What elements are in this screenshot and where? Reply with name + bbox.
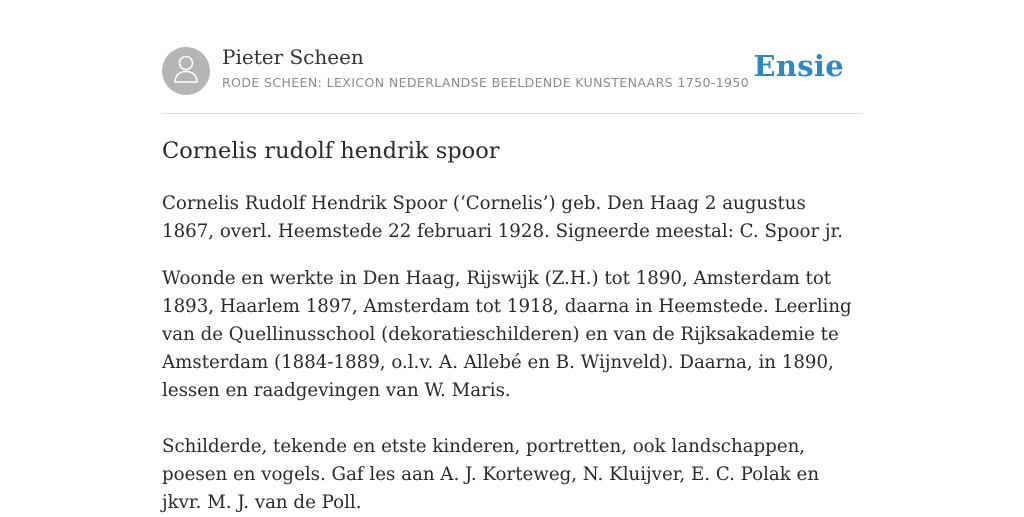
paragraph-biography: Cornelis Rudolf Hendrik Spoor (‘Cornelis’) geb. Den Haag 2 augustus 1867, overl. Heemstede 22 februari 1928. Signeerde meestal: C. Spoor jr. <box>162 193 844 242</box>
article-container <box>162 0 862 513</box>
source-title[interactable]: RODE SCHEEN: LEXICON NEDERLANDSE BEELDENDE KUNSTENAARS 1750-1950 <box>222 75 750 90</box>
article-title: Cornelis rudolf hendrik spoor <box>162 138 500 164</box>
user-icon <box>172 54 200 89</box>
author-name[interactable]: Pieter Scheen <box>222 45 364 69</box>
article-header <box>162 0 862 114</box>
author-avatar[interactable] <box>162 47 210 95</box>
paragraph-education: Woonde en werkte in Den Haag, Rijswijk (Z.H.) tot 1890, Amsterdam tot 1893, Haarlem 1897, Amsterdam tot 1918, daarna in Heemstede. Leerling van de Quellinusschool (dekoratieschilderen) en van de Rijksakademie te Amsterdam (1884-1889, o.l.v. A. Allebé en B. Wijnveld). Daarna, in 1890, lessen en raadgevingen van W. Maris. <box>162 268 852 401</box>
paragraph-work: Schilderde, tekende en etste kinderen, portretten, ook landschappen, poesen en vogels. Gaf les aan A. J. Korteweg, N. Kluijver, E. C. Polak en jkvr. M. J. van de Poll. <box>162 436 820 513</box>
ensie-logo[interactable]: Ensie <box>753 49 844 83</box>
